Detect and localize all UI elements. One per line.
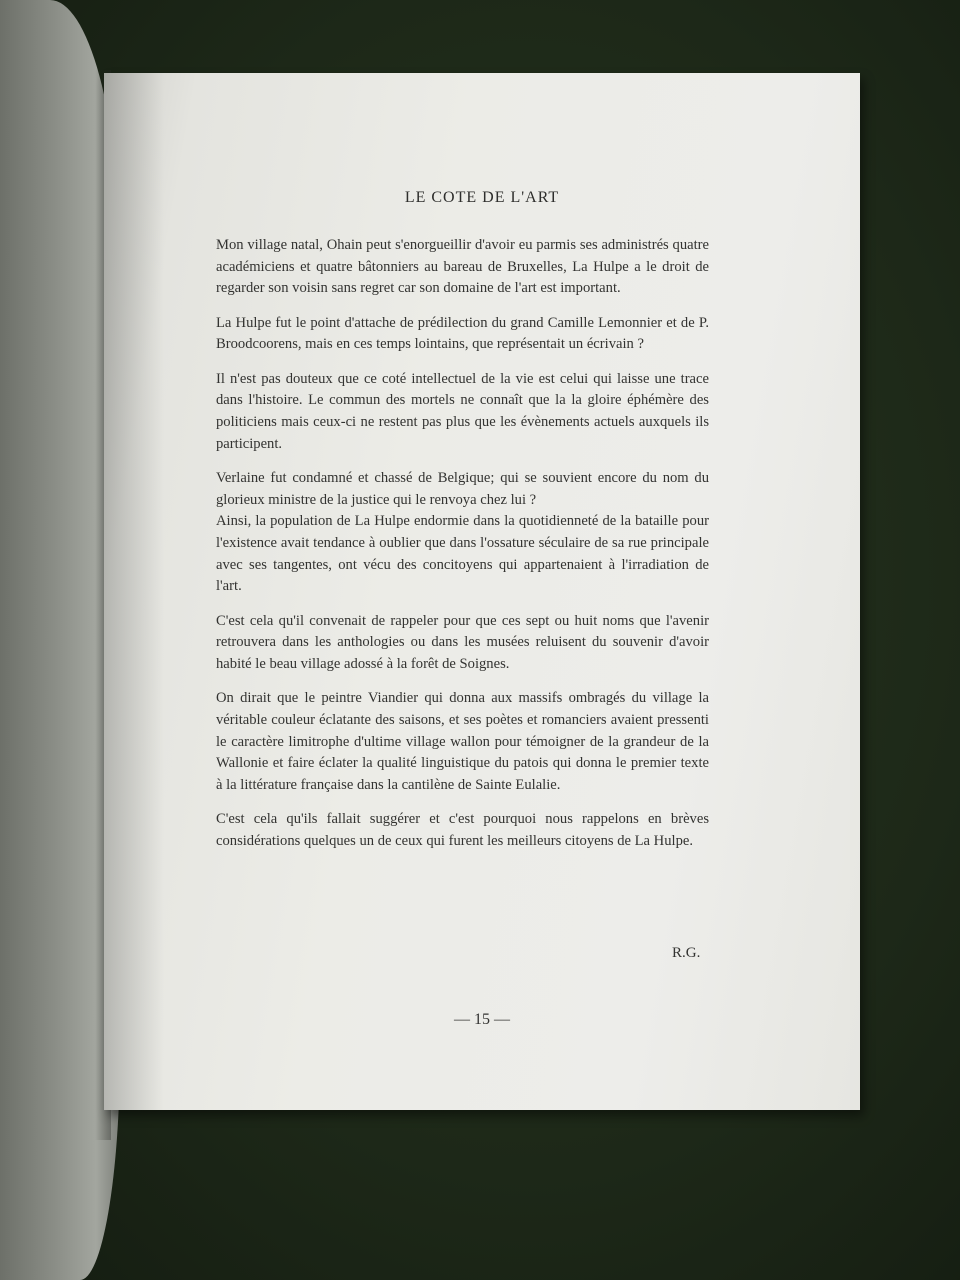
paragraph: La Hulpe fut le point d'attache de prédilection du grand Camille Lemonnier et de P. Broodcoorens, mais en ces temps lointains, que représentait un écrivain ?	[216, 314, 709, 353]
paragraph: Ainsi, la population de La Hulpe endormie dans la quotidienneté de la bataille pour l'existence avait tendance à oublier que dans l'ossature séculaire de sa rue principale avec ses tangentes, ont vécu des concitoyens qui appartenaient à l'irradiation de l'art.	[216, 513, 709, 595]
page-number: — 15 —	[454, 1011, 510, 1028]
author-signature: R.G.	[672, 945, 701, 961]
paragraph: On dirait que le peintre Viandier qui donna aux massifs ombragés du village la véritable couleur éclatante des saisons, et ses poètes et romanciers avaient pressenti le caractère limitrophe d'ultime village wallon pour témoigner de la grandeur de la Wallonie et faire éclater la qualité linguistique du patois qui donna le premier texte à la littérature française dans la cantilène de Sainte Eulalie.	[216, 690, 709, 793]
paragraph: Mon village natal, Ohain peut s'enorgueillir d'avoir eu parmis ses administrés quatre académiciens et quatre bâtonniers au bareau de Bruxelles, La Hulpe a le droit de regarder son voisin sans regret car son domaine de l'art est important.	[216, 237, 709, 297]
page-title: LE COTE DE L'ART	[404, 189, 560, 206]
paragraph: Il n'est pas douteux que ce coté intellectuel de la vie est celui qui laisse une trace dans l'histoire. Le commun des mortels ne connaît que la la gloire éphémère des politiciens mais ceux-ci ne restent pas plus que les évènements actuels auxquels ils participent.	[216, 370, 709, 452]
paragraph: Verlaine fut condamné et chassé de Belgique; qui se souvient encore du nom du glorieux ministre de la justice qui le renvoya chez lui ?	[216, 469, 709, 508]
gutter-shadow	[104, 73, 164, 1110]
paragraph: C'est cela qu'il convenait de rappeler pour que ces sept ou huit noms que l'avenir retrouvera dans les anthologies ou dans les musées reluisent du souvenir d'avoir habité le beau village adossé à la forêt de Soignes.	[216, 612, 709, 672]
paragraph: C'est cela qu'ils fallait suggérer et c'est pourquoi nous rappelons en brèves considérations quelques un de ceux qui furent les meilleurs citoyens de La Hulpe.	[216, 811, 709, 849]
book-page	[104, 73, 860, 1110]
body-text	[216, 235, 709, 865]
